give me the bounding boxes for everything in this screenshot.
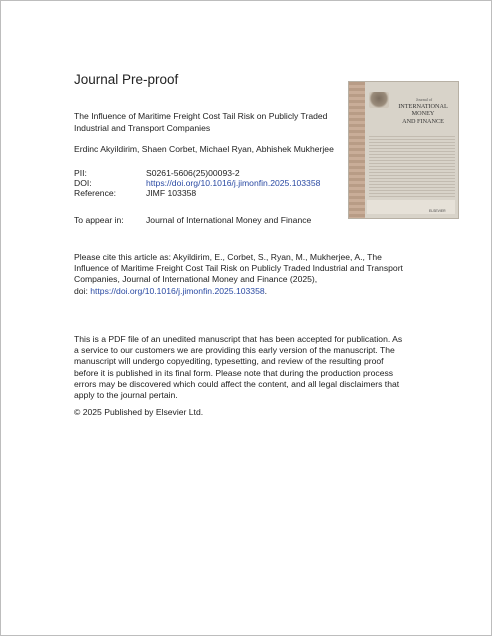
notice-line: This is a PDF file of an unedited manuscript that has been accepted for publication. As [74,334,403,344]
citation-line: Companies, Journal of International Money and Finance (2025), [74,274,318,285]
elsevier-logo-icon [369,92,389,108]
cover-journal-name [391,103,455,125]
appear-value: Journal of International Money and Finance [146,215,312,225]
notice-line: apply to the journal pertain. [74,390,178,401]
reference-value: JIMF 103358 [146,188,197,198]
cover-text-lines [369,134,455,198]
notice-paragraph [74,334,420,401]
citation-line: Please cite this article as: Akyildirim, E., Corbet, S., Ryan, M., Mukherjee, A., The [74,252,382,262]
pii-label: PII: [74,168,87,178]
cover-name-line: AND FINANCE [402,117,444,125]
cover-publisher: ELSEVIER [429,209,446,213]
citation-block [74,252,420,297]
article-title-line: Industrial and Transport Companies [74,122,211,133]
notice-line: errors may be discovered which could affect the content, and all legal disclaimers that [74,378,400,389]
citation-line: Influence of Maritime Freight Cost Tail Risk on Publicly Traded Industrial and Transport [74,263,403,274]
doi-link[interactable]: https://doi.org/10.1016/j.jimonfin.2025.103358 [146,178,321,188]
notice-line: manuscript will undergo copyediting, typesetting, and review of the resulting proof [74,356,384,367]
copyright-notice: © 2025 Published by Elsevier Ltd. [74,407,204,417]
notice-line: before it is published in its final form. Please note that during the production process [74,367,394,378]
cover-journal-word: Journal of [415,97,433,102]
journal-cover-image [349,82,458,218]
appear-label: To appear in: [74,215,124,225]
article-title [74,111,344,134]
author-list: Erdinc Akyildirim, Shaen Corbet, Michael Ryan, Abhishek Mukherjee [74,144,334,154]
citation-doi-prefix: doi: [74,285,88,296]
reference-row [74,188,196,199]
pii-value: S0261-5606(25)00093-2 [146,168,240,178]
cover-name-line: MONEY [411,110,435,118]
article-title-line: The Influence of Maritime Freight Cost Tail Risk on Publicly Traded [74,111,328,121]
reference-label: Reference: [74,188,117,198]
doi-label: DOI: [74,178,92,188]
citation-suffix: . [264,285,268,296]
citation-doi-line [74,286,420,297]
cover-spine [349,82,365,218]
notice-line: a service to our customers we are providing this early version of the manuscript. The [74,345,395,356]
citation-doi-link[interactable]: https://doi.org/10.1016/j.jimonfin.2025.103358 [90,285,265,296]
cover-name-line: INTERNATIONAL [398,103,448,110]
page-title: Journal Pre-proof [74,72,179,87]
appear-row [74,215,311,226]
